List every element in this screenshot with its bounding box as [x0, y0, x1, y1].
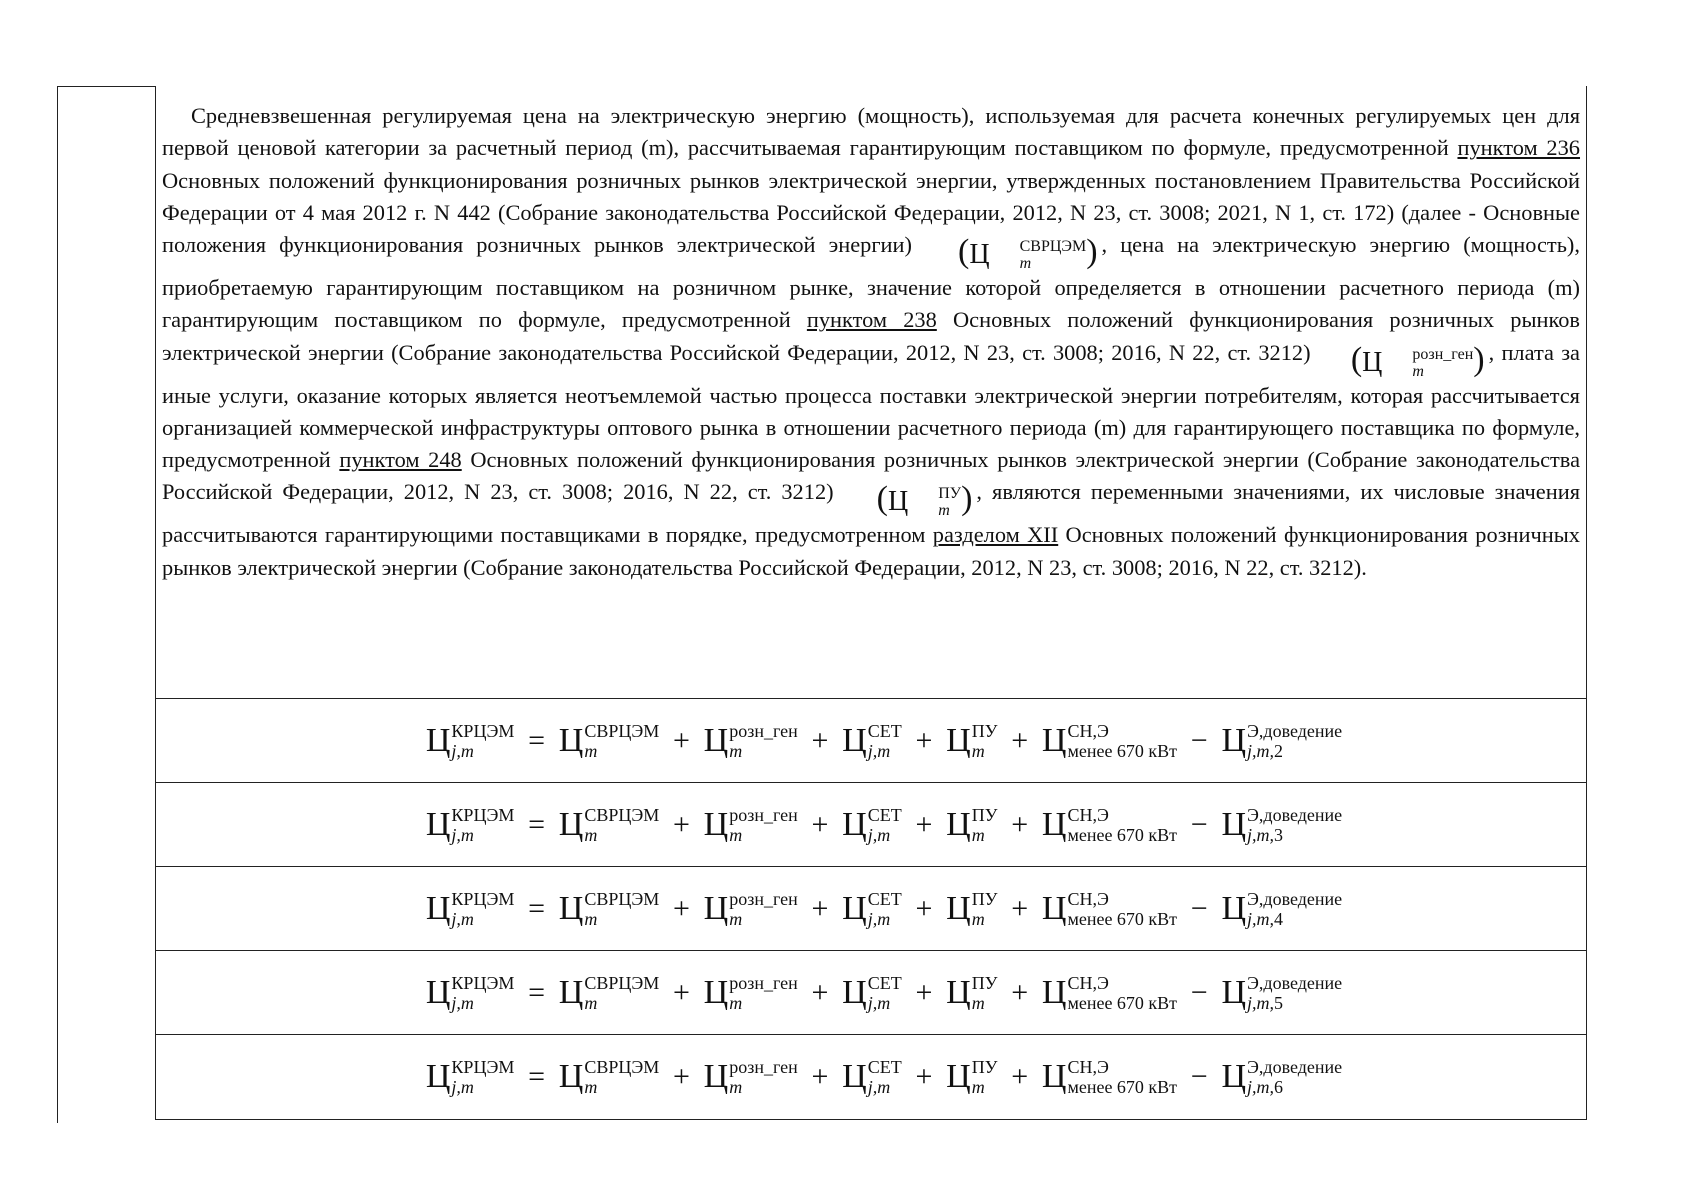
text-cell	[156, 86, 1586, 698]
term-dovedenie: Ц Э,доведение j,m,4	[1221, 888, 1343, 929]
formula-row	[156, 782, 1586, 866]
link-razdel-xii[interactable]: разделом XII	[932, 522, 1059, 548]
formula-row	[156, 1034, 1586, 1120]
term-sn-e: Ц СН,Э менее 670 кВт	[1041, 804, 1178, 845]
term-sn-e: Ц СН,Э менее 670 кВт	[1041, 888, 1178, 929]
formula-index: 5	[1274, 992, 1284, 1013]
formula: Ц КРЦЭМ j,m = Ц СВРЦЭМ m + Ц розн_ген m + Ц СЕТ j,m + Ц ПУ m + Ц СН,Э менее 670 кВт − Ц Э,доведение j,m,6	[425, 1057, 1343, 1097]
link-punkt-248[interactable]: пунктом 248	[339, 447, 462, 473]
term-rozn-gen: Ц розн_ген m	[703, 1057, 798, 1097]
term-pu: Ц ПУ m	[946, 804, 998, 845]
term-pu: Ц ПУ m	[946, 888, 998, 929]
right-column	[155, 86, 1587, 1120]
formula: Ц КРЦЭМ j,m = Ц СВРЦЭМ m + Ц розн_ген m + Ц СЕТ j,m + Ц ПУ m + Ц СН,Э менее 670 кВт − Ц Э,доведение j,m,4	[425, 888, 1343, 929]
link-punkt-236[interactable]: пунктом 236	[1457, 135, 1581, 161]
term-set: Ц СЕТ j,m	[842, 888, 902, 929]
inline-formula-rozn-gen: (Ц розн_ген m )	[1350, 340, 1485, 380]
term-svrcem: Ц СВРЦЭМ m	[558, 720, 660, 761]
formula-index: 3	[1274, 824, 1284, 845]
term-set: Ц СЕТ j,m	[842, 972, 902, 1013]
formula-index: 4	[1274, 908, 1284, 929]
inline-formula-svrcem: (Ц СВРЦЭМ m )	[958, 233, 1098, 273]
formula-row	[156, 866, 1586, 950]
link-punkt-238[interactable]: пунктом 238	[806, 307, 937, 333]
formula-index: 2	[1274, 740, 1284, 761]
term-krcem: Ц КРЦЭМ j,m	[425, 720, 515, 761]
term-rozn-gen: Ц розн_ген m	[703, 972, 798, 1013]
term-dovedenie: Ц Э,доведение j,m,3	[1221, 804, 1343, 845]
term-dovedenie: Ц Э,доведение j,m,2	[1221, 720, 1343, 761]
formula-row	[156, 950, 1586, 1034]
term-pu: Ц ПУ m	[946, 1057, 998, 1097]
inline-formula-pu: (Ц ПУ m )	[876, 480, 973, 520]
body-paragraph: Средневзвешенная регулируемая цена на электрическую энергию (мощность), используемая для расчета конечных регулируемых цен для первой ценовой категории за расчетный период (m), рассчитываемая гарантирующим поставщиком по формуле, предусмотренной пунктом 236 Основных положений функционирования розничных рынков электрической энергии, утвержденных постановлением Правительства Российской Федерации от 4 мая 2012 г. N 442 (Собрание законодательства Российской Федерации, 2012, N 23, ст. 3008; 2021, N 1, ст. 172) (далее - Основные положения функционирования розничных рынков электрической энергии) (Ц СВРЦЭМ m ) , цена на электрическую энергию (мощность), приобретаемую гарантирующим поставщиком на розничном рынке, значение которой определяется в отношении расчетного периода (m) гарантирующим поставщиком по формуле, предусмотренной пунктом 238 Основных положений функционирования розничных рынков электрической энергии (Собрание законодательства Российской Федерации, 2012, N 23, ст. 3008; 2016, N 22, ст. 3212) (Ц розн_ген m ) , плата за иные услуги, оказание которых является неотъемлемой частью процесса поставки электрической энергии потребителям, которая рассчитывается организацией коммерческой инфраструктуры оптового рынка в отношении расчетного периода (m) для гарантирующего поставщика по формуле, предусмотренной пунктом 248 Основных положений функционирования розничных рынков электрической энергии (Собрание законодательства Российской Федерации, 2012, N 23, ст. 3008; 2016, N 22, ст. 3212) (Ц ПУ m ) , являются переменными значениями, их числовые значения рассчитываются гарантирующими поставщиками в порядке, предусмотренном разделом XII Основных положений функционирования розничных рынков электрической энергии (Собрание законодательства Российской Федерации, 2012, N 23, ст. 3008; 2016, N 22, ст. 3212).	[162, 103, 1581, 580]
term-dovedenie: Ц Э,доведение j,m,6	[1221, 1057, 1343, 1097]
left-column	[57, 86, 156, 1123]
term-svrcem: Ц СВРЦЭМ m	[558, 888, 660, 929]
formula: Ц КРЦЭМ j,m = Ц СВРЦЭМ m + Ц розн_ген m + Ц СЕТ j,m + Ц ПУ m + Ц СН,Э менее 670 кВт − Ц Э,доведение j,m,5	[425, 972, 1343, 1013]
formula: Ц КРЦЭМ j,m = Ц СВРЦЭМ m + Ц розн_ген m + Ц СЕТ j,m + Ц ПУ m + Ц СН,Э менее 670 кВт − Ц Э,доведение j,m,2	[425, 720, 1343, 761]
term-set: Ц СЕТ j,m	[842, 720, 902, 761]
term-pu: Ц ПУ m	[946, 720, 998, 761]
formula: Ц КРЦЭМ j,m = Ц СВРЦЭМ m + Ц розн_ген m + Ц СЕТ j,m + Ц ПУ m + Ц СН,Э менее 670 кВт − Ц Э,доведение j,m,3	[425, 804, 1343, 845]
term-krcem: Ц КРЦЭМ j,m	[425, 888, 515, 929]
term-set: Ц СЕТ j,m	[842, 1057, 902, 1097]
term-svrcem: Ц СВРЦЭМ m	[558, 804, 660, 845]
term-set: Ц СЕТ j,m	[842, 804, 902, 845]
term-sn-e: Ц СН,Э менее 670 кВт	[1041, 972, 1178, 1013]
term-krcem: Ц КРЦЭМ j,m	[425, 972, 515, 1013]
term-svrcem: Ц СВРЦЭМ m	[558, 972, 660, 1013]
term-krcem: Ц КРЦЭМ j,m	[425, 804, 515, 845]
formula-list	[156, 698, 1586, 1120]
term-pu: Ц ПУ m	[946, 972, 998, 1013]
term-sn-e: Ц СН,Э менее 670 кВт	[1041, 1057, 1178, 1097]
term-dovedenie: Ц Э,доведение j,m,5	[1221, 972, 1343, 1013]
term-sn-e: Ц СН,Э менее 670 кВт	[1041, 720, 1178, 761]
term-svrcem: Ц СВРЦЭМ m	[558, 1057, 660, 1097]
formula-index: 6	[1274, 1077, 1284, 1097]
term-rozn-gen: Ц розн_ген m	[703, 720, 798, 761]
document-table	[57, 86, 1587, 1122]
term-rozn-gen: Ц розн_ген m	[703, 804, 798, 845]
term-rozn-gen: Ц розн_ген m	[703, 888, 798, 929]
term-krcem: Ц КРЦЭМ j,m	[425, 1057, 515, 1097]
formula-row	[156, 698, 1586, 782]
